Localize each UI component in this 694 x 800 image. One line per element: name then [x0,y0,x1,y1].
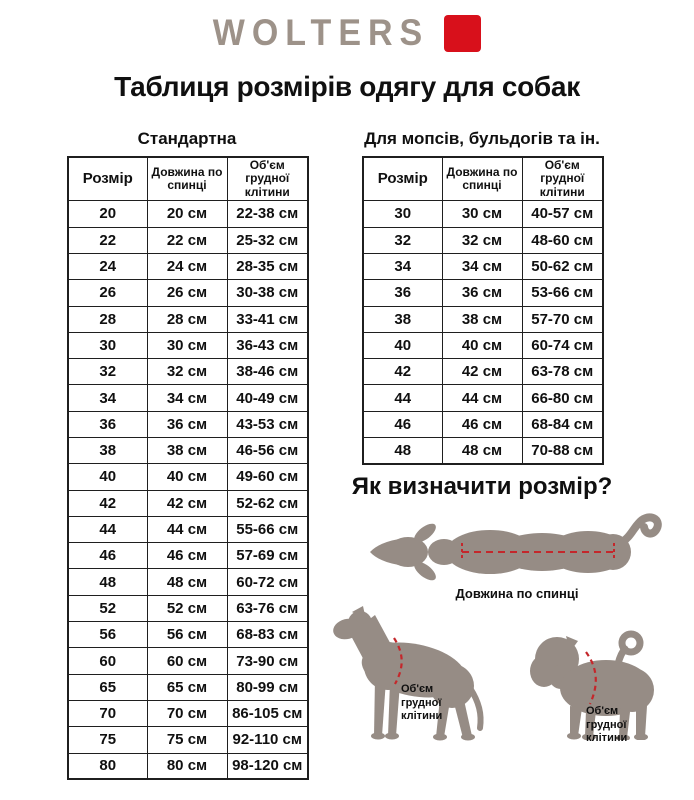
table-row [68,595,308,621]
table-cell: 52 см [147,595,227,621]
table-cell: 30-38 см [227,280,308,306]
dog-leg-shape [374,678,386,736]
table-row [363,201,603,227]
table-cell: 53-66 см [522,280,603,306]
table-cell: 80 см [147,753,227,779]
table-row [68,227,308,253]
table-cell: 50-62 см [522,253,603,279]
table-cell: 48 [363,437,442,463]
table-row [68,332,308,358]
table-cell: 24 см [147,253,227,279]
standard-size-table [67,156,309,780]
table-cell: 52-62 см [227,490,308,516]
table-cell: 28 [68,306,147,332]
dog-side-view-figure [330,606,485,744]
table-row [68,674,308,700]
table-cell: 40 [363,332,442,358]
brand-logo [0,14,694,53]
table-cell: 32 [363,227,442,253]
table-cell: 40-57 см [522,201,603,227]
table-cell: 65 см [147,674,227,700]
table-row [68,622,308,648]
table-cell: 46 см [442,411,522,437]
table-cell: 40 см [147,464,227,490]
table-cell: 28-35 см [227,253,308,279]
table-row [363,227,603,253]
table-cell: 44 [68,516,147,542]
table-cell: 57-70 см [522,306,603,332]
table-cell: 38 [68,437,147,463]
table-cell: 48 [68,569,147,595]
dog-curled-tail-shape [622,634,640,652]
table-cell: 56 [68,622,147,648]
table-cell: 46 [363,411,442,437]
table-cell: 40-49 см [227,385,308,411]
standard-table-title: Стандартна [137,129,237,148]
table-cell: 22-38 см [227,201,308,227]
table-cell: 20 см [147,201,227,227]
pug-size-section [362,129,602,465]
table-cell: 70 [68,700,147,726]
table-cell: 44 см [147,516,227,542]
column-header: Розмір [68,157,147,201]
table-cell: 42 [363,359,442,385]
table-row [363,385,603,411]
dog-tail-shape [620,517,658,544]
brand-name: WOLTERS [212,12,430,54]
table-cell: 75 [68,727,147,753]
table-cell: 34 см [147,385,227,411]
back-length-label: Довжина по спинці [455,586,579,601]
table-cell: 42 см [442,359,522,385]
table-cell: 38-46 см [227,359,308,385]
table-row [68,700,308,726]
table-row [68,411,308,437]
dog-leg-shape [436,698,450,737]
column-header: Розмір [363,157,442,201]
table-cell: 30 [68,332,147,358]
table-cell: 86-105 см [227,700,308,726]
table-cell: 80-99 см [227,674,308,700]
table-row [363,437,603,463]
table-cell: 30 см [442,201,522,227]
table-cell: 36 см [147,411,227,437]
pug-size-table [362,156,604,465]
table-row [68,727,308,753]
table-cell: 34 [363,253,442,279]
table-row [363,359,603,385]
table-cell: 38 см [147,437,227,463]
table-cell: 70 см [147,700,227,726]
table-row [363,332,603,358]
table-cell: 32 см [147,359,227,385]
brand-red-square-icon [444,15,481,52]
dog-leg-shape [619,710,630,738]
table-row [68,201,308,227]
chest-volume-label: Об'єм грудної клітини [586,705,628,744]
table-cell: 98-120 см [227,753,308,779]
pug-table-title: Для мопсів, бульдогів та ін. [364,129,600,148]
table-cell: 44 [363,385,442,411]
table-cell: 34 см [442,253,522,279]
guide-title: Як визначити розмір? [351,473,613,500]
table-cell: 52 [68,595,147,621]
table-row [68,543,308,569]
dog-leg-shape [454,700,472,738]
table-cell: 32 см [442,227,522,253]
table-cell: 22 [68,227,147,253]
table-row [68,437,308,463]
table-cell: 38 см [442,306,522,332]
dog-top-view-figure [366,508,666,596]
page-title: Таблиця розмірів одягу для собак [114,71,580,102]
dog-tail-shape [470,688,481,728]
table-cell: 22 см [147,227,227,253]
table-cell: 60-72 см [227,569,308,595]
bulldog-side-view-figure [526,628,664,740]
table-cell: 38 [363,306,442,332]
table-cell: 24 [68,253,147,279]
table-cell: 25-32 см [227,227,308,253]
table-row [68,306,308,332]
table-cell: 36 [68,411,147,437]
table-cell: 49-60 см [227,464,308,490]
dog-leg-shape [636,706,647,737]
table-cell: 73-90 см [227,648,308,674]
table-cell: 46 см [147,543,227,569]
table-cell: 34 [68,385,147,411]
table-row [68,490,308,516]
table-row [363,411,603,437]
table-cell: 63-76 см [227,595,308,621]
table-cell: 66-80 см [522,385,603,411]
table-cell: 43-53 см [227,411,308,437]
table-cell: 46 [68,543,147,569]
table-cell: 36 [363,280,442,306]
table-cell: 60 [68,648,147,674]
table-cell: 60 см [147,648,227,674]
table-cell: 42 [68,490,147,516]
table-cell: 42 см [147,490,227,516]
table-cell: 30 см [147,332,227,358]
table-header [363,157,603,201]
table-row [68,648,308,674]
table-cell: 33-41 см [227,306,308,332]
column-header: Довжина по спинці [147,157,227,201]
table-cell: 46-56 см [227,437,308,463]
table-cell: 70-88 см [522,437,603,463]
column-header: Довжина по спинці [442,157,522,201]
table-row [68,753,308,779]
table-cell: 32 [68,359,147,385]
table-cell: 30 [363,201,442,227]
chest-volume-label: Об'єм грудної клітини [401,683,443,722]
table-row [68,464,308,490]
table-cell: 44 см [442,385,522,411]
column-header: Об'єм грудної клітини [227,157,308,201]
dog-leg-shape [585,710,596,737]
table-row [68,253,308,279]
column-header: Об'єм грудної клітини [522,157,603,201]
table-cell: 80 [68,753,147,779]
table-cell: 40 см [442,332,522,358]
table-cell: 92-110 см [227,727,308,753]
table-cell: 68-83 см [227,622,308,648]
table-cell: 36-43 см [227,332,308,358]
table-cell: 75 см [147,727,227,753]
table-cell: 40 [68,464,147,490]
table-row [363,253,603,279]
standard-size-section [67,129,307,780]
table-row [68,359,308,385]
table-cell: 20 [68,201,147,227]
table-cell: 63-78 см [522,359,603,385]
dog-leg-shape [570,706,582,736]
table-cell: 68-84 см [522,411,603,437]
table-cell: 48 см [442,437,522,463]
table-cell: 65 [68,674,147,700]
table-row [68,385,308,411]
table-cell: 57-69 см [227,543,308,569]
table-row [363,306,603,332]
table-cell: 26 [68,280,147,306]
table-cell: 60-74 см [522,332,603,358]
table-cell: 55-66 см [227,516,308,542]
table-cell: 48 см [147,569,227,595]
table-header [68,157,308,201]
table-row [68,516,308,542]
table-cell: 36 см [442,280,522,306]
table-row [363,280,603,306]
table-row [68,569,308,595]
table-cell: 48-60 см [522,227,603,253]
dog-leg-shape [388,682,400,736]
table-row [68,280,308,306]
table-cell: 56 см [147,622,227,648]
table-cell: 26 см [147,280,227,306]
table-cell: 28 см [147,306,227,332]
